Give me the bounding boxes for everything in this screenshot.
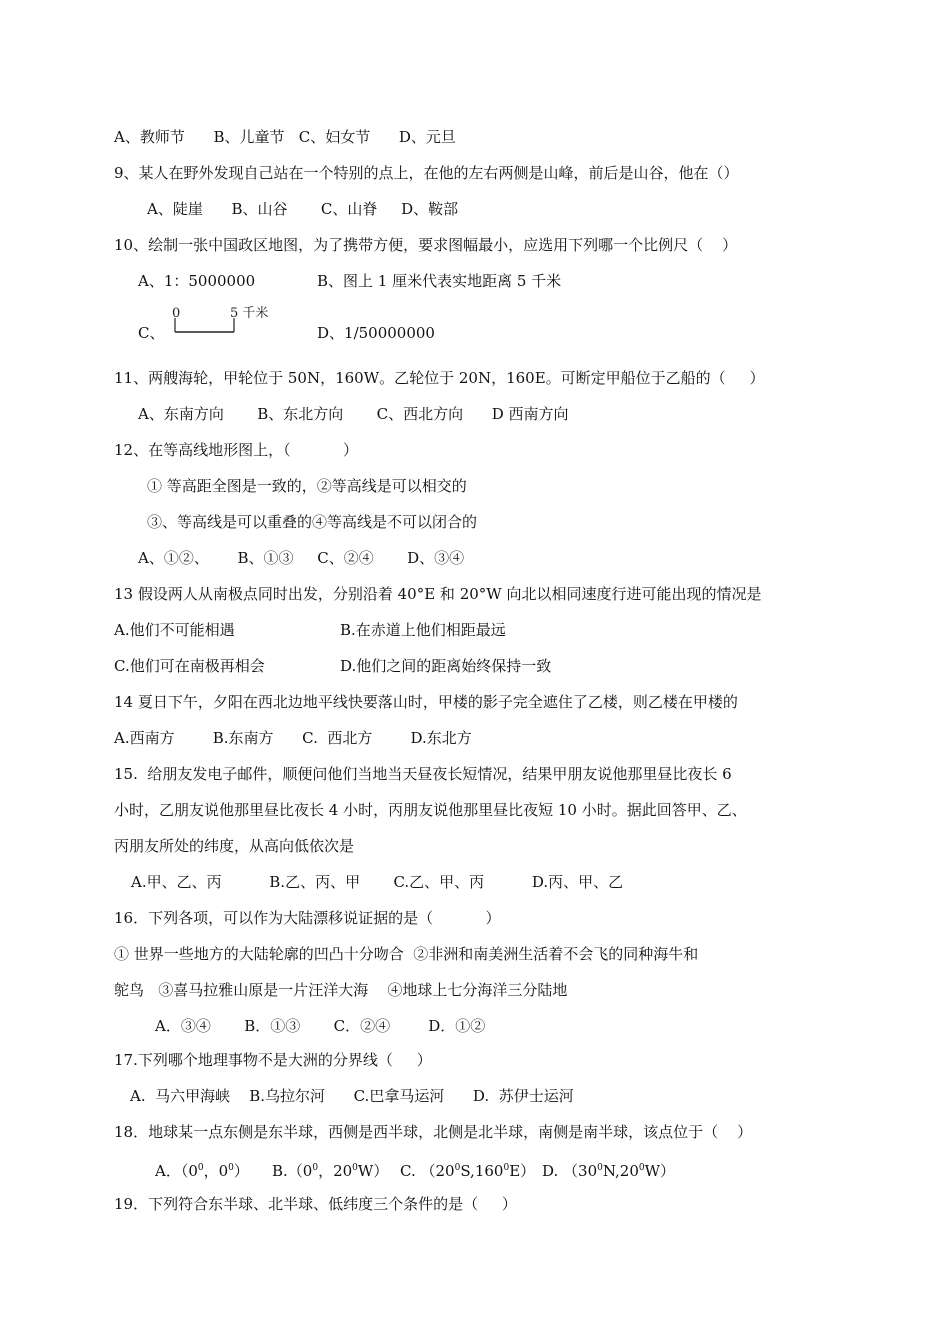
q12-statement-2: ③、等高线是可以重叠的④等高线是不可以闭合的 [147,513,478,531]
question-13: 13 假设两人从南极点同时出发，分别沿着 40°E 和 20°W 向北以相同速度行进可能出现的情况是 [114,585,762,603]
scale-bar-zero-label: 0 [172,306,181,321]
q16-statement-1: ① 世界一些地方的大陆轮廓的凹凸十分吻合 ②非洲和南美洲生活着不会飞的同种海牛和 [114,945,699,963]
scale-bar-five-km-label: 5 千米 [230,306,269,321]
question-15-line-2: 小时，乙朋友说他那里昼比夜长 4 小时，丙朋友说他那里昼比夜短 10 小时。据此回答甲、乙、 [114,801,747,819]
question-15-line-3: 丙朋友所处的纬度，从高向低依次是 [114,837,355,855]
q14-options: A.西南方 B.东南方 C. 西北方 D.东北方 [114,729,472,747]
q9-options: A、陡崖 B、山谷 C、山脊 D、鞍部 [147,200,459,218]
scale-bar-figure [172,306,282,336]
q15-options: A.甲、乙、丙 B.乙、丙、甲 C.乙、甲、丙 D.丙、甲、乙 [131,873,624,891]
q10-option-b: B、图上 1 厘米代表实地距离 5 千米 [317,272,562,290]
q16-options: A．③④ B．①③ C．②④ D．①② [155,1017,486,1035]
q16-statement-2: 鸵鸟 ③喜马拉雅山原是一片汪洋大海 ④地球上七分海洋三分陆地 [114,981,568,999]
scale-bar-icon [172,306,282,336]
q17-options: A. 马六甲海峡 B.乌拉尔河 C.巴拿马运河 D. 苏伊士运河 [130,1087,574,1105]
question-9: 9、某人在野外发现自己站在一个特别的点上，在他的左右两侧是山峰，前后是山谷，他在（） [114,164,739,182]
q8-options: A、教师节 B、儿童节 C、妇女节 D、元旦 [114,128,456,146]
question-18: 18．地球某一点东侧是东半球，西侧是西半球，北侧是北半球，南侧是南半球，该点位于（ ） [114,1123,753,1141]
question-15-line-1: 15. 给朋友发电子邮件，顺便问他们当地当天昼夜长短情况，结果甲朋友说他那里昼比夜长 6 [114,765,732,783]
question-14: 14 夏日下午，夕阳在西北边地平线快要落山时，甲楼的影子完全遮住了乙楼，则乙楼在甲楼的 [114,693,738,711]
question-17: 17.下列哪个地理事物不是大洲的分界线（ ） [114,1051,432,1069]
question-16: 16．下列各项，可以作为大陆漂移说证据的是（ ） [114,909,501,927]
question-12: 12、在等高线地形图上，（ ） [114,441,359,459]
question-10: 10、绘制一张中国政区地图，为了携带方便，要求图幅最小，应选用下列哪一个比例尺（ ） [114,236,738,254]
q18-option-b: $B.(0^0$，$20^0W$） [272,1162,389,1180]
q10-option-c: C、 [138,324,165,342]
q13-option-d: D.他们之间的距离始终保持一致 [340,657,552,675]
q13-option-c: C.他们可在南极再相会 [114,657,265,675]
q12-options: A、①②、 B、①③ C、②④ D、③④ [138,549,465,567]
q18-option-d: D. $(30^0N,20^0W)$ [542,1162,676,1180]
q18-option-a: A．（$0^0$，$0^0$） [155,1162,249,1180]
question-11: 11、两艘海轮，甲轮位于 50N，160W。乙轮位于 20N，160E。可断定甲船位于乙船的（ ） [114,369,765,387]
q18-option-c: C. $(20^0S,160^0E)$ [400,1162,536,1180]
question-19: 19．下列符合东半球、北半球、低纬度三个条件的是（ ） [114,1195,517,1213]
q12-statement-1: ① 等高距全图是一致的，②等高线是可以相交的 [147,477,467,495]
q10-option-a: A、1：5000000 [138,272,256,290]
q10-option-d: D、1/50000000 [317,324,435,342]
q11-options: A、东南方向 B、东北方向 C、西北方向 D 西南方向 [138,405,569,423]
q13-option-a: A.他们不可能相遇 [114,621,235,639]
q13-option-b: B.在赤道上他们相距最远 [340,621,506,639]
